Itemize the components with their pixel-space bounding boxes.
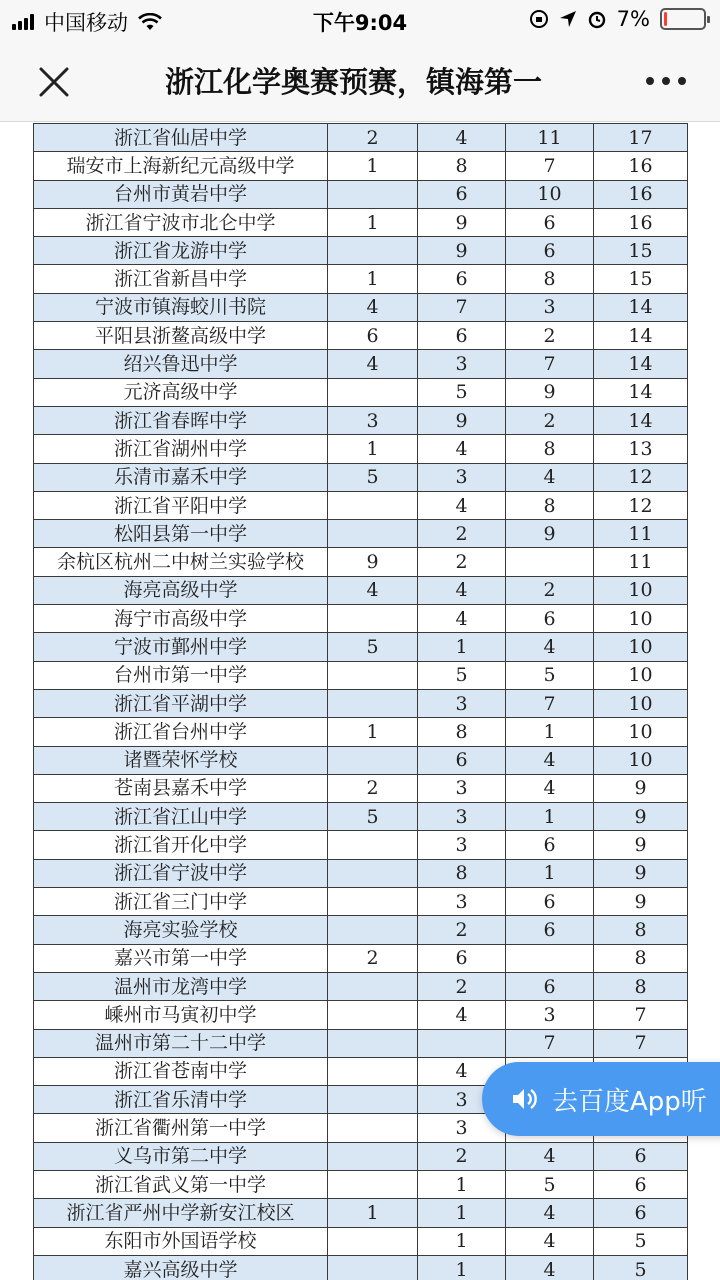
count-cell: 10 [594,661,688,689]
count-cell: 3 [418,689,506,717]
school-name-cell: 海亮高级中学 [34,576,328,604]
school-name-cell: 浙江省春晖中学 [34,406,328,434]
count-cell: 15 [594,237,688,265]
table-row [34,180,688,208]
school-name-cell: 台州市第一中学 [34,661,328,689]
count-cell: 4 [418,435,506,463]
count-cell: 8 [418,859,506,887]
count-cell: 1 [506,859,594,887]
more-icon[interactable] [646,68,686,94]
count-cell: 6 [506,972,594,1000]
school-name-cell: 浙江省湖州中学 [34,435,328,463]
school-name-cell: 浙江省开化中学 [34,831,328,859]
count-cell: 6 [594,1170,688,1198]
status-time: 下午9:04 [312,11,408,35]
count-cell: 6 [594,1142,688,1170]
table-row [34,831,688,859]
count-cell [328,746,418,774]
school-name-cell: 义乌市第二中学 [34,1142,328,1170]
count-cell: 3 [506,1001,594,1029]
count-cell: 9 [594,774,688,802]
count-cell: 4 [328,350,418,378]
school-name-cell: 温州市第二十二中学 [34,1029,328,1057]
count-cell [328,1255,418,1280]
table-row [34,888,688,916]
count-cell: 4 [506,463,594,491]
table-row [34,633,688,661]
table-row [34,265,688,293]
table-row [34,1227,688,1255]
table-row [34,1199,688,1227]
count-cell: 16 [594,208,688,236]
count-cell: 1 [328,718,418,746]
table-row [34,1255,688,1280]
count-cell: 3 [418,888,506,916]
count-cell: 2 [418,548,506,576]
count-cell: 3 [418,1114,506,1142]
count-cell: 14 [594,322,688,350]
count-cell: 4 [418,1057,506,1085]
count-cell: 7 [594,1001,688,1029]
listen-in-baidu-app-button[interactable] [482,1062,720,1136]
count-cell: 7 [418,293,506,321]
count-cell [328,1029,418,1057]
school-name-cell: 海宁市高级中学 [34,605,328,633]
table-row [34,322,688,350]
table-row [34,859,688,887]
count-cell: 14 [594,293,688,321]
count-cell [328,859,418,887]
table-row [34,435,688,463]
count-cell: 6 [506,888,594,916]
count-cell: 3 [418,831,506,859]
table-row [34,1029,688,1057]
count-cell: 6 [418,944,506,972]
school-name-cell: 浙江省宁波中学 [34,859,328,887]
location-icon [559,10,577,28]
count-cell: 3 [418,774,506,802]
count-cell: 1 [418,1255,506,1280]
count-cell [506,944,594,972]
count-cell: 15 [594,265,688,293]
count-cell: 10 [594,633,688,661]
table-row [34,208,688,236]
count-cell: 1 [328,208,418,236]
school-name-cell: 浙江省仙居中学 [34,124,328,152]
count-cell: 1 [506,718,594,746]
table-row [34,803,688,831]
table-row [34,124,688,152]
table-row [34,520,688,548]
school-name-cell: 浙江省三门中学 [34,888,328,916]
count-cell [328,520,418,548]
count-cell [328,1142,418,1170]
school-name-cell: 浙江省江山中学 [34,803,328,831]
alarm-icon [587,9,607,29]
count-cell: 8 [418,152,506,180]
count-cell: 10 [594,605,688,633]
count-cell: 3 [506,293,594,321]
school-name-cell: 温州市龙湾中学 [34,972,328,1000]
count-cell: 9 [418,237,506,265]
count-cell: 4 [418,605,506,633]
count-cell: 5 [594,1227,688,1255]
count-cell: 6 [328,322,418,350]
count-cell: 4 [506,1227,594,1255]
table-row [34,916,688,944]
table-row [34,491,688,519]
count-cell [328,972,418,1000]
count-cell: 13 [594,435,688,463]
count-cell: 12 [594,463,688,491]
count-cell: 5 [328,463,418,491]
table-row [34,774,688,802]
count-cell: 4 [418,1001,506,1029]
count-cell: 2 [328,944,418,972]
count-cell: 1 [506,803,594,831]
table-row [34,152,688,180]
count-cell: 16 [594,180,688,208]
school-name-cell: 诸暨荣怀学校 [34,746,328,774]
count-cell: 2 [506,576,594,604]
carrier-label: 中国移动 [44,11,128,35]
count-cell: 6 [506,208,594,236]
table-row [34,661,688,689]
count-cell: 3 [418,350,506,378]
table-row [34,293,688,321]
count-cell: 8 [594,916,688,944]
school-name-cell: 嘉兴高级中学 [34,1255,328,1280]
count-cell: 8 [506,435,594,463]
status-bar [0,0,720,40]
count-cell: 3 [418,803,506,831]
school-name-cell: 浙江省新昌中学 [34,265,328,293]
count-cell: 3 [418,1086,506,1114]
table-row [34,1001,688,1029]
count-cell: 14 [594,406,688,434]
count-cell: 1 [418,1227,506,1255]
count-cell: 7 [506,152,594,180]
count-cell [328,1057,418,1085]
school-name-cell: 东阳市外国语学校 [34,1227,328,1255]
school-name-cell: 浙江省衢州第一中学 [34,1114,328,1142]
count-cell: 2 [418,1142,506,1170]
count-cell [328,661,418,689]
count-cell: 9 [418,406,506,434]
count-cell: 14 [594,350,688,378]
count-cell: 1 [328,1199,418,1227]
count-cell [328,689,418,717]
count-cell: 2 [328,774,418,802]
count-cell: 4 [506,774,594,802]
count-cell: 7 [506,350,594,378]
school-name-cell: 嘉兴市第一中学 [34,944,328,972]
count-cell: 8 [506,491,594,519]
table-row [34,576,688,604]
count-cell: 8 [594,972,688,1000]
school-name-cell: 海亮实验学校 [34,916,328,944]
count-cell [328,605,418,633]
nav-bar [0,40,720,122]
lock-rotation-icon [529,9,549,29]
school-name-cell: 浙江省宁波市北仑中学 [34,208,328,236]
table-row [34,350,688,378]
count-cell: 7 [506,1029,594,1057]
count-cell: 7 [594,1029,688,1057]
count-cell [328,1170,418,1198]
count-cell [418,1029,506,1057]
count-cell [328,1114,418,1142]
count-cell: 4 [506,1142,594,1170]
school-name-cell: 松阳县第一中学 [34,520,328,548]
count-cell [328,378,418,406]
count-cell: 5 [506,1170,594,1198]
count-cell [328,237,418,265]
count-cell: 9 [594,888,688,916]
battery-percent: 7% [616,7,650,31]
count-cell [328,831,418,859]
school-name-cell: 余杭区杭州二中树兰实验学校 [34,548,328,576]
count-cell: 6 [418,265,506,293]
school-name-cell: 元济高级中学 [34,378,328,406]
count-cell: 6 [594,1199,688,1227]
school-name-cell: 浙江省严州中学新安江校区 [34,1199,328,1227]
count-cell: 2 [328,124,418,152]
count-cell: 8 [594,944,688,972]
school-name-cell: 苍南县嘉禾中学 [34,774,328,802]
count-cell: 1 [418,1199,506,1227]
count-cell: 9 [418,208,506,236]
count-cell: 11 [506,124,594,152]
count-cell: 10 [594,576,688,604]
speaker-icon [510,1085,538,1113]
count-cell: 6 [506,605,594,633]
school-name-cell: 平阳县浙鳌高级中学 [34,322,328,350]
count-cell [328,1001,418,1029]
count-cell: 5 [418,378,506,406]
school-name-cell: 浙江省平湖中学 [34,689,328,717]
battery-icon [660,8,706,30]
count-cell: 5 [418,661,506,689]
table-row [34,463,688,491]
count-cell: 3 [418,463,506,491]
school-name-cell: 浙江省龙游中学 [34,237,328,265]
count-cell: 5 [594,1255,688,1280]
school-name-cell: 绍兴鲁迅中学 [34,350,328,378]
count-cell: 6 [418,746,506,774]
count-cell: 4 [418,124,506,152]
count-cell: 4 [506,1199,594,1227]
battery-level [664,12,667,26]
count-cell: 5 [506,661,594,689]
count-cell: 9 [594,831,688,859]
table-row [34,746,688,774]
table-row [34,548,688,576]
count-cell: 9 [328,548,418,576]
close-icon[interactable] [36,64,72,100]
count-cell: 10 [594,718,688,746]
school-name-cell: 宁波市镇海蛟川书院 [34,293,328,321]
count-cell: 10 [594,689,688,717]
school-name-cell: 浙江省乐清中学 [34,1086,328,1114]
count-cell: 1 [418,633,506,661]
school-name-cell: 浙江省平阳中学 [34,491,328,519]
page-title: 浙江化学奥赛预赛，镇海第一 [165,65,543,99]
count-cell: 4 [418,491,506,519]
count-cell [506,548,594,576]
count-cell [328,1227,418,1255]
count-cell: 6 [506,237,594,265]
count-cell: 2 [418,972,506,1000]
table-row [34,1170,688,1198]
count-cell: 8 [506,265,594,293]
school-name-cell: 浙江省苍南中学 [34,1057,328,1085]
count-cell: 2 [506,406,594,434]
count-cell: 2 [418,916,506,944]
count-cell [328,180,418,208]
count-cell: 9 [594,859,688,887]
school-name-cell: 乐清市嘉禾中学 [34,463,328,491]
table-row [34,944,688,972]
listen-button-label: 去百度App听 [552,1086,707,1117]
count-cell: 14 [594,378,688,406]
count-cell: 1 [328,265,418,293]
count-cell: 10 [506,180,594,208]
count-cell: 9 [594,803,688,831]
count-cell: 6 [506,831,594,859]
count-cell: 10 [594,746,688,774]
count-cell: 4 [506,633,594,661]
count-cell: 7 [506,689,594,717]
count-cell [328,888,418,916]
count-cell: 11 [594,520,688,548]
count-cell: 6 [418,322,506,350]
count-cell [328,491,418,519]
count-cell: 6 [418,180,506,208]
count-cell: 1 [328,152,418,180]
count-cell: 4 [506,1255,594,1280]
table-row [34,378,688,406]
count-cell: 5 [328,633,418,661]
count-cell: 3 [328,406,418,434]
count-cell: 8 [418,718,506,746]
school-name-cell: 台州市黄岩中学 [34,180,328,208]
count-cell: 1 [418,1170,506,1198]
status-right [529,7,706,31]
count-cell: 12 [594,491,688,519]
count-cell: 6 [506,916,594,944]
count-cell: 4 [418,576,506,604]
count-cell: 11 [594,548,688,576]
count-cell: 4 [506,746,594,774]
table-row [34,605,688,633]
school-name-cell: 宁波市鄞州中学 [34,633,328,661]
count-cell: 4 [328,576,418,604]
count-cell: 17 [594,124,688,152]
school-name-cell: 浙江省武义第一中学 [34,1170,328,1198]
table-row [34,689,688,717]
school-name-cell: 瑞安市上海新纪元高级中学 [34,152,328,180]
count-cell: 9 [506,378,594,406]
school-name-cell: 嵊州市马寅初中学 [34,1001,328,1029]
table-row [34,718,688,746]
table-row [34,972,688,1000]
count-cell: 16 [594,152,688,180]
table-row [34,1142,688,1170]
school-name-cell: 浙江省台州中学 [34,718,328,746]
count-cell [328,1086,418,1114]
count-cell: 2 [506,322,594,350]
count-cell: 5 [328,803,418,831]
count-cell [328,916,418,944]
count-cell: 4 [328,293,418,321]
table-row [34,237,688,265]
count-cell: 9 [506,520,594,548]
count-cell: 1 [328,435,418,463]
count-cell: 2 [418,520,506,548]
table-row [34,406,688,434]
